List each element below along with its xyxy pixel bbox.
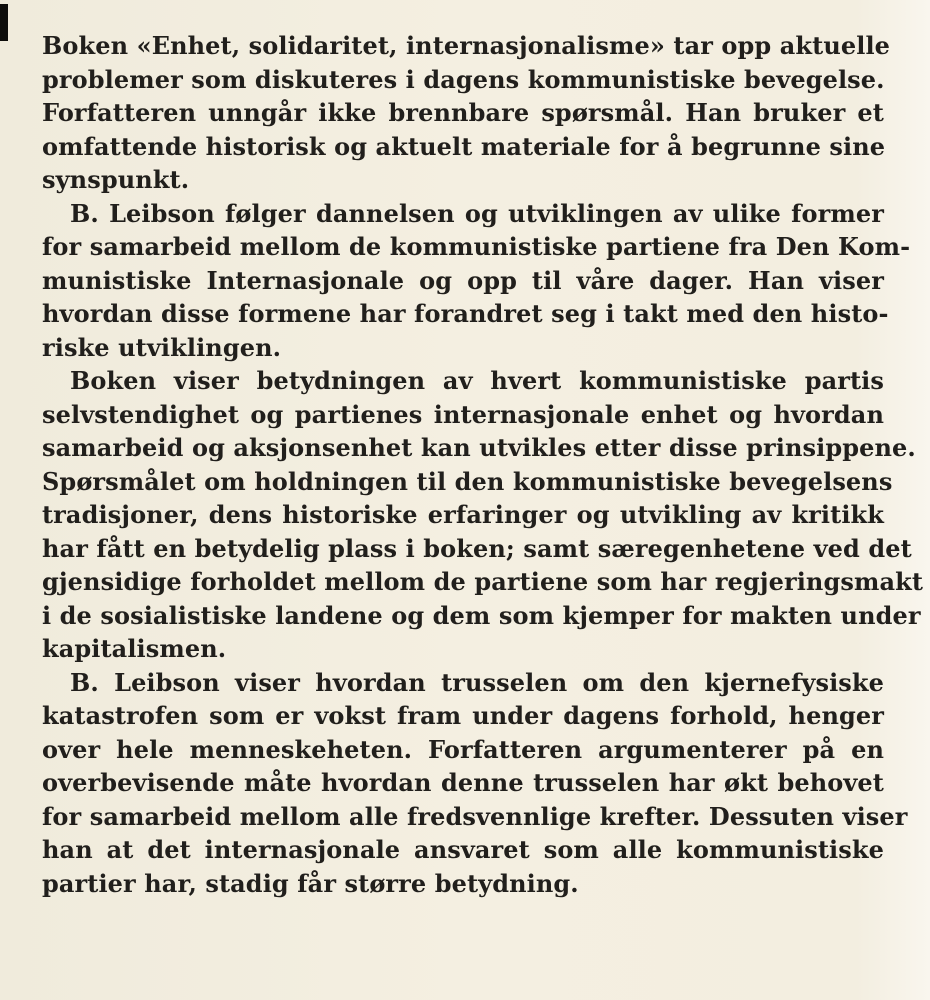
paragraph: [42, 197, 911, 365]
text-line: har fått en betydelig plass i boken; samt særegenhetene ved det: [42, 533, 912, 563]
text-line: problemer som diskuteres i dagens kommunistiske bevegelse.: [42, 64, 885, 94]
text-line: tradisjoner, dens historiske erfaringer og utvikling av kritikk: [42, 500, 884, 529]
paragraph: [42, 666, 908, 901]
text-line: Boken «Enhet, solidaritet, internasjonalisme» tar opp aktuelle: [42, 31, 891, 60]
text-line: hvordan disse formene har forandret seg i takt med den histo-: [42, 299, 889, 328]
text-line: Boken viser betydningen av hvert kommunistiske partis: [70, 366, 884, 395]
text-line: gjensidige forholdet mellom de partiene som har regjeringsmakt: [42, 567, 924, 596]
text-line: samarbeid og aksjonsenhet kan utvikles etter disse prinsippene.: [42, 433, 916, 462]
paragraph: [42, 29, 891, 197]
text-line: for samarbeid mellom alle fredsvennlige krefter. Dessuten viser: [42, 801, 908, 831]
text-line: partier har, stadig får større betydning.: [42, 868, 579, 898]
text-line: han at det internasjonale ansvaret som alle kommunistiske: [42, 835, 884, 864]
text-line: i de sosialistiske landene og dem som kjemper for makten under: [42, 600, 921, 630]
text-line: B. Leibson følger dannelsen og utviklingen av ulike former: [70, 198, 884, 228]
text-line: Forfatteren unngår ikke brennbare spørsmål. Han bruker et: [42, 98, 884, 127]
text-line: B. Leibson viser hvordan trusselen om den kjernefysiske: [70, 667, 884, 697]
text-line: overbevisende måte hvordan denne trusselen har økt behovet: [42, 768, 884, 797]
text-line: synspunkt.: [42, 165, 190, 194]
text-line: katastrofen som er vokst fram under dagens forhold, henger: [42, 701, 884, 730]
scan-edge-artifact: [0, 4, 8, 41]
text-line: omfattende historisk og aktuelt materiale for å begrunne sine: [42, 131, 886, 161]
text-line: Spørsmålet om holdningen til den kommunistiske bevegelsens: [42, 466, 893, 496]
text-line: riske utviklingen.: [42, 332, 282, 362]
book-page: [42, 29, 924, 900]
paragraph: [42, 364, 924, 666]
text-line: kapitalismen.: [42, 634, 227, 663]
text-line: over hele menneskeheten. Forfatteren argumenterer på en: [42, 734, 884, 764]
text-line: selvstendighet og partienes internasjonale enhet og hvordan: [42, 399, 884, 429]
text-line: munistiske Internasjonale og opp til våre dager. Han viser: [42, 265, 884, 295]
text-line: for samarbeid mellom de kommunistiske partiene fra Den Kom-: [42, 232, 911, 261]
